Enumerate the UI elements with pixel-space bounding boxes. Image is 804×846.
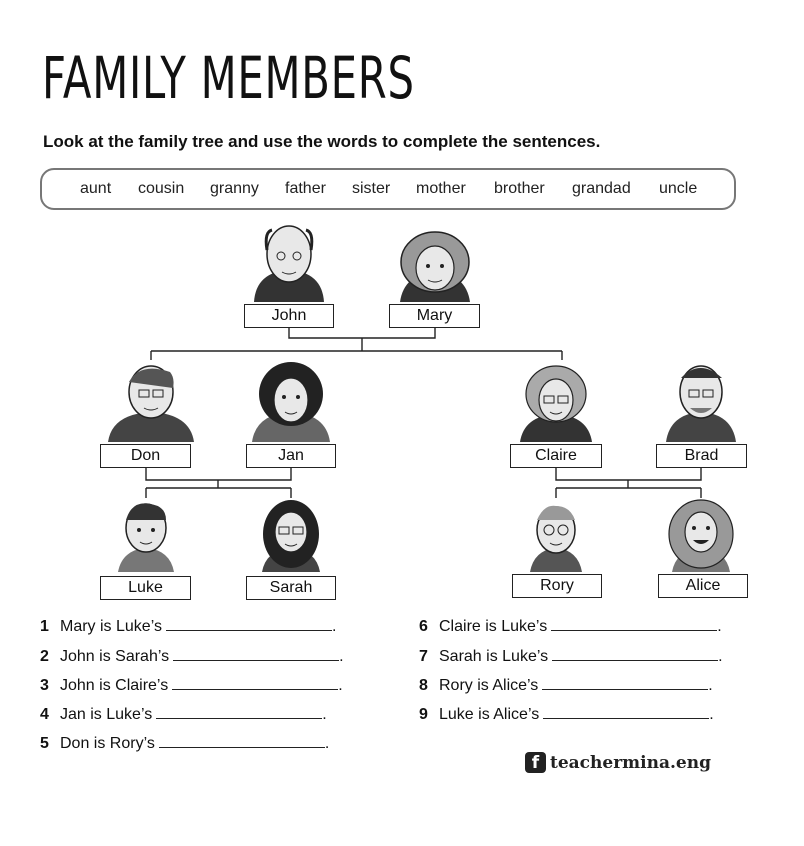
word-bank-item: granny bbox=[210, 180, 259, 197]
question-text: Jan is Luke’s bbox=[60, 706, 153, 723]
question-number: 7 bbox=[419, 648, 428, 665]
name-box-rory: Rory bbox=[512, 574, 602, 598]
question-number: 6 bbox=[419, 618, 428, 635]
question-text: Rory is Alice’s bbox=[439, 677, 539, 694]
question-5 bbox=[40, 733, 329, 753]
brand-credit bbox=[525, 752, 711, 773]
portrait-claire bbox=[520, 366, 592, 442]
question-period: . bbox=[339, 648, 344, 665]
word-bank-item: uncle bbox=[659, 180, 698, 197]
name-box-brad: Brad bbox=[656, 444, 747, 468]
answer-blank[interactable] bbox=[156, 704, 322, 719]
portrait-jan bbox=[252, 362, 330, 442]
name-box-luke: Luke bbox=[100, 576, 191, 600]
question-7 bbox=[419, 646, 723, 666]
portrait-sarah bbox=[262, 500, 320, 572]
question-9 bbox=[419, 704, 714, 724]
question-number: 1 bbox=[40, 618, 49, 635]
question-4 bbox=[40, 704, 327, 724]
name-box-don: Don bbox=[100, 444, 191, 468]
question-number: 4 bbox=[40, 706, 49, 723]
brand-text: teachermina.eng bbox=[550, 752, 711, 773]
question-8 bbox=[419, 675, 713, 695]
question-period: . bbox=[331, 618, 337, 635]
instructions: Look at the family tree and use the words to complete the sentences. bbox=[43, 132, 601, 151]
word-bank-item: sister bbox=[352, 180, 391, 197]
question-text: Don is Rory’s bbox=[60, 735, 155, 752]
question-text: Mary is Luke’s bbox=[60, 618, 162, 635]
question-period: . bbox=[322, 706, 327, 723]
word-bank-item: grandad bbox=[572, 180, 631, 197]
question-period: . bbox=[709, 706, 714, 723]
portrait-luke bbox=[118, 503, 174, 572]
portrait-john bbox=[254, 226, 324, 302]
question-2 bbox=[40, 646, 344, 666]
portrait-brad bbox=[666, 366, 736, 442]
answer-blank[interactable] bbox=[173, 646, 339, 661]
tree-connectors bbox=[146, 328, 701, 498]
portrait-rory bbox=[530, 506, 582, 572]
portrait-alice bbox=[669, 500, 733, 572]
question-number: 3 bbox=[40, 677, 49, 694]
question-text: Sarah is Luke’s bbox=[439, 648, 549, 665]
answer-blank[interactable] bbox=[172, 675, 338, 690]
question-number: 8 bbox=[419, 677, 428, 694]
name-box-john: John bbox=[244, 304, 334, 328]
facebook-icon: f bbox=[525, 752, 546, 773]
question-6 bbox=[419, 616, 722, 636]
answer-blank[interactable] bbox=[542, 675, 708, 690]
question-period: . bbox=[717, 618, 722, 635]
word-bank-item: brother bbox=[494, 180, 545, 197]
word-bank-item: aunt bbox=[80, 180, 112, 197]
name-box-alice: Alice bbox=[658, 574, 748, 598]
question-period: . bbox=[324, 735, 330, 752]
question-period: . bbox=[718, 648, 723, 665]
answer-blank[interactable] bbox=[551, 616, 717, 631]
question-text: John is Claire’s bbox=[60, 677, 169, 694]
page-title: FAMILY MEMBERS bbox=[42, 44, 415, 112]
question-3 bbox=[40, 675, 343, 695]
portrait-don bbox=[108, 366, 194, 442]
question-1 bbox=[40, 616, 336, 636]
word-bank-item: cousin bbox=[138, 180, 185, 197]
answer-blank[interactable] bbox=[159, 733, 325, 748]
question-number: 2 bbox=[40, 648, 49, 665]
name-box-jan: Jan bbox=[246, 444, 336, 468]
answer-blank[interactable] bbox=[543, 704, 709, 719]
name-box-sarah: Sarah bbox=[246, 576, 336, 600]
name-box-claire: Claire bbox=[510, 444, 602, 468]
question-text: Claire is Luke’s bbox=[439, 618, 548, 635]
question-text: Luke is Alice’s bbox=[439, 706, 540, 723]
question-number: 5 bbox=[40, 735, 49, 752]
word-bank-item: father bbox=[285, 180, 326, 197]
word-bank-item: mother bbox=[416, 180, 466, 197]
portrait-mary bbox=[400, 232, 470, 302]
question-number: 9 bbox=[419, 706, 428, 723]
answer-blank[interactable] bbox=[552, 646, 718, 661]
question-period: . bbox=[338, 677, 343, 694]
question-period: . bbox=[708, 677, 713, 694]
question-text: John is Sarah’s bbox=[60, 648, 170, 665]
name-box-mary: Mary bbox=[389, 304, 480, 328]
answer-blank[interactable] bbox=[166, 616, 332, 631]
